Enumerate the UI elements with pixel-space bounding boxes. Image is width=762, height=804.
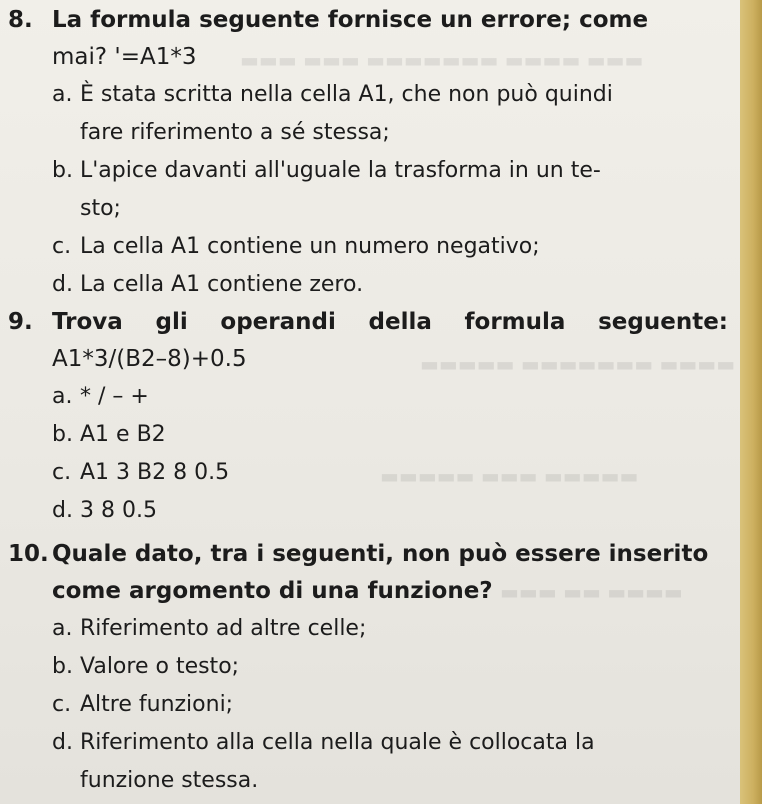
question-text: Trova gli operandi della formula seguente:: [52, 309, 728, 335]
option-text: Altre funzioni;: [80, 692, 234, 717]
option-text: Riferimento ad altre celle;: [80, 616, 367, 641]
answer-option-d[interactable]: [8, 724, 728, 800]
page-edge: [740, 0, 762, 804]
option-line: fare riferimento a sé stessa;: [80, 120, 390, 145]
option-text: * / – +: [80, 384, 149, 409]
option-letter: c.: [52, 234, 72, 259]
option-line: È stata scritta nella cella A1, che non può quindi: [80, 82, 613, 107]
question-line: mai? '=A1*3: [52, 44, 197, 70]
option-letter: a.: [52, 616, 73, 641]
option-text: Valore o testo;: [80, 654, 240, 679]
question-line: La formula seguente fornisce un errore; come: [52, 7, 649, 33]
bleed-through-text: ▬▬▬▬ ▬▬ ▬▬▬: [500, 580, 683, 604]
option-line: L'apice davanti all'uguale la trasforma in un te-: [80, 158, 601, 183]
question-line: come argomento di una funzione?: [52, 578, 493, 604]
answer-option-b[interactable]: [8, 648, 728, 686]
option-text: [80, 76, 728, 152]
question-heading: [8, 304, 728, 341]
option-text: La cella A1 contiene zero.: [80, 272, 364, 297]
option-letter: d.: [52, 498, 73, 523]
answer-option-a[interactable]: [8, 76, 728, 152]
option-letter: a.: [52, 384, 73, 409]
answer-option-b[interactable]: [8, 416, 728, 454]
question-number: 8.: [8, 7, 33, 33]
option-letter: d.: [52, 730, 73, 755]
question-line: Quale dato, tra i seguenti, non può essere inserito: [52, 541, 709, 567]
option-letter: b.: [52, 158, 73, 183]
option-text: [80, 724, 728, 800]
question-9: [8, 304, 728, 530]
option-letter: c.: [52, 692, 72, 717]
answer-option-c[interactable]: [8, 686, 728, 724]
answer-option-d[interactable]: [8, 492, 728, 530]
question-text: [52, 536, 728, 610]
answer-option-b[interactable]: [8, 152, 728, 228]
bleed-through-text: ▬▬▬▬ ▬▬▬▬▬▬▬ ▬▬▬▬▬: [420, 352, 736, 376]
answer-option-d[interactable]: [8, 266, 728, 304]
question-number: 9.: [8, 309, 33, 335]
option-text: A1 e B2: [80, 422, 166, 447]
question-heading: [8, 2, 728, 76]
question-heading: [8, 536, 728, 610]
formula-text: A1*3/(B2–8)+0.5: [52, 346, 247, 372]
answer-option-c[interactable]: [8, 228, 728, 266]
option-letter: c.: [52, 460, 72, 485]
option-letter: d.: [52, 272, 73, 297]
option-text: A1 3 B2 8 0.5: [80, 460, 230, 485]
option-letter: b.: [52, 422, 73, 447]
bleed-through-text: ▬▬▬▬▬ ▬▬▬ ▬▬▬▬▬: [380, 464, 639, 488]
question-text: [52, 2, 728, 76]
option-letter: b.: [52, 654, 73, 679]
option-line: funzione stessa.: [80, 768, 259, 793]
question-8: [8, 2, 728, 304]
answer-option-a[interactable]: [8, 378, 728, 416]
answer-option-c[interactable]: [8, 454, 728, 492]
option-letter: a.: [52, 82, 73, 107]
option-text: 3 8 0.5: [80, 498, 157, 523]
option-text: La cella A1 contiene un numero negativo;: [80, 234, 540, 259]
option-line: sto;: [80, 196, 121, 221]
question-number: 10.: [8, 541, 49, 567]
question-10: [8, 536, 728, 800]
option-line: Riferimento alla cella nella quale è collocata la: [80, 730, 595, 755]
bleed-through-text: ▬▬▬ ▬▬▬▬ ▬▬▬▬▬▬▬ ▬▬▬ ▬▬▬: [240, 48, 644, 72]
answer-option-a[interactable]: [8, 610, 728, 648]
option-text: [80, 152, 728, 228]
